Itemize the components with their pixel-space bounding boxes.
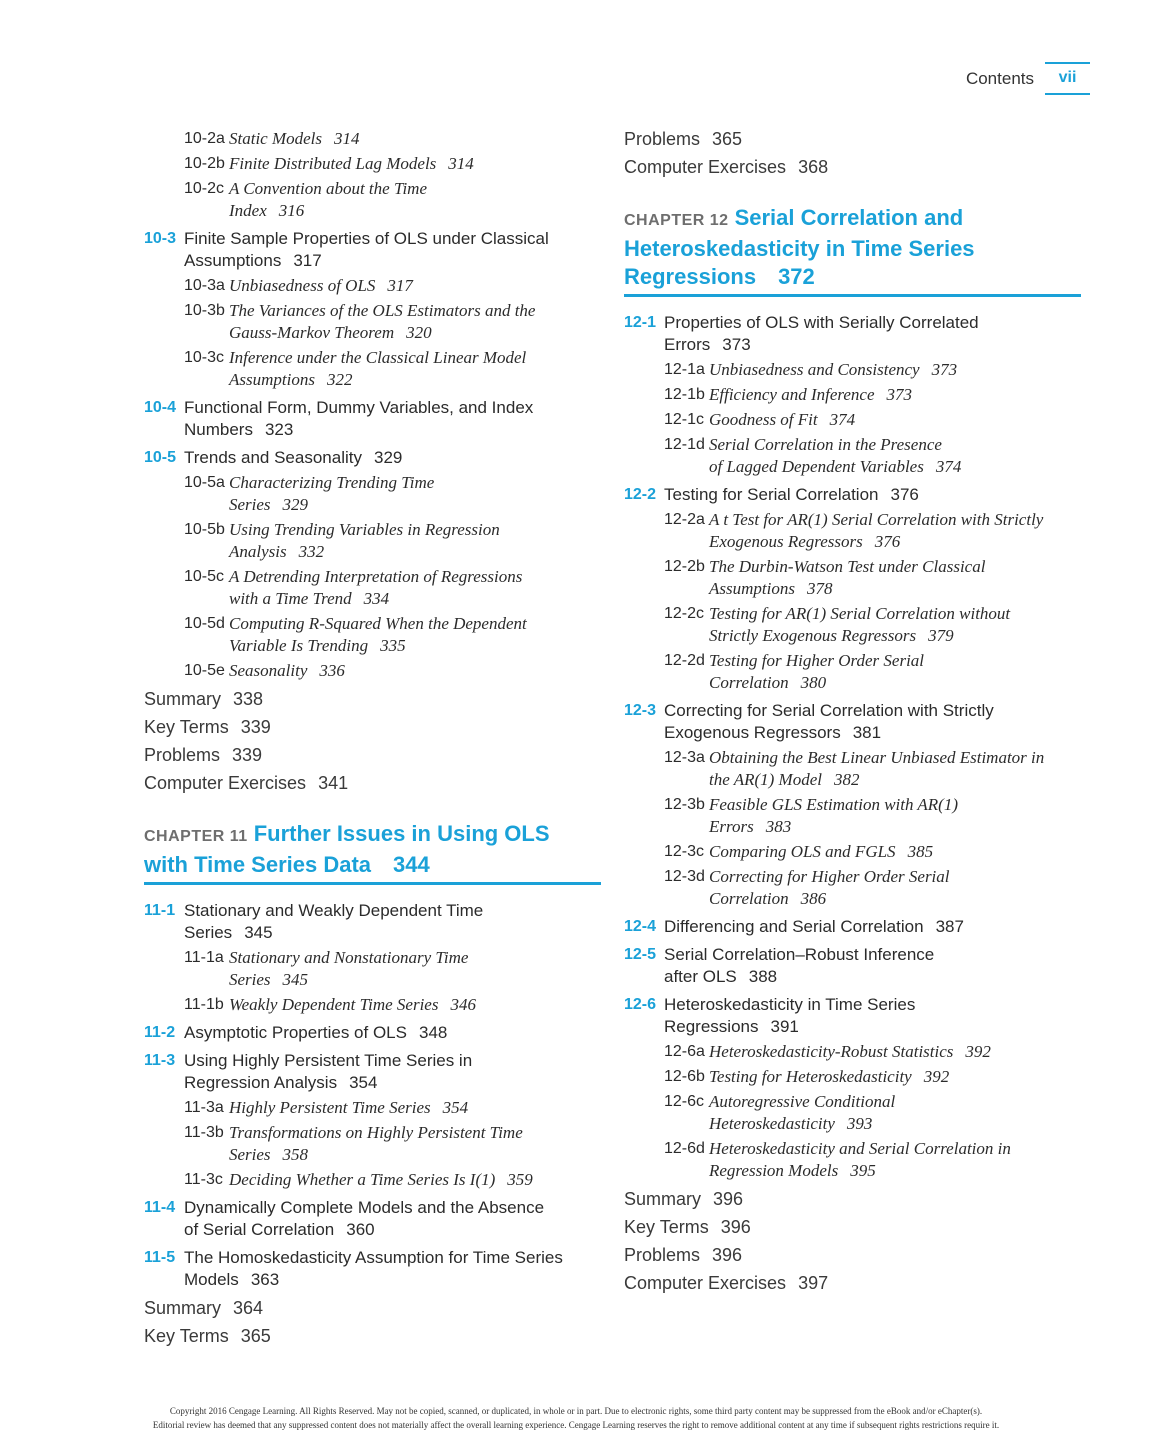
toc-section-12-2[interactable]: 12-2 Testing for Serial Correlation 376: [624, 485, 919, 504]
toc-subsection-12-3b[interactable]: 12-3b Feasible GLS Estimation with AR(1) Errors 383: [664, 795, 959, 836]
toc-problems-ch11[interactable]: Problems 365: [624, 129, 743, 149]
toc-section-10-3[interactable]: 10-3 Finite Sample Properties of OLS under Classical Assumptions 317: [144, 229, 549, 270]
chapter-12-heading[interactable]: CHAPTER 12 Serial Correlation and Heteroskedasticity in Time Series Regressions 372: [624, 205, 975, 289]
toc-subsection-10-5b[interactable]: 10-5b Using Trending Variables in Regression Analysis 332: [184, 520, 500, 561]
toc-subsection-10-5d[interactable]: 10-5d Computing R-Squared When the Dependent Variable Is Trending 335: [184, 614, 527, 655]
toc-problems[interactable]: Problems 339: [144, 745, 263, 765]
toc-problems-ch12[interactable]: Problems 396: [624, 1245, 743, 1265]
toc-subsection-11-1b[interactable]: 11-1b Weakly Dependent Time Series 346: [184, 995, 476, 1014]
toc-computer-exercises-ch12[interactable]: Computer Exercises 397: [624, 1273, 829, 1293]
toc-subsection-12-1d[interactable]: 12-1d Serial Correlation in the Presence of Lagged Dependent Variables 374: [664, 435, 962, 476]
toc-subsection-12-6b[interactable]: 12-6b Testing for Heteroskedasticity 392: [664, 1067, 950, 1086]
toc-subsection-10-2a[interactable]: 10-2a Static Models 314: [184, 129, 360, 148]
toc-computer-exercises[interactable]: Computer Exercises 341: [144, 773, 349, 793]
toc-section-12-6[interactable]: 12-6 Heteroskedasticity in Time Series Regressions 391: [624, 995, 916, 1036]
toc-key-terms-ch12[interactable]: Key Terms 396: [624, 1217, 751, 1237]
page-number: vii: [1058, 69, 1077, 86]
toc-subsection-10-5a[interactable]: 10-5a Characterizing Trending Time Series 329: [184, 473, 435, 514]
toc-section-11-5[interactable]: 11-5 The Homoskedasticity Assumption for Time Series Models 363: [144, 1248, 563, 1289]
toc-key-terms[interactable]: Key Terms 339: [144, 717, 271, 737]
toc-section-12-4[interactable]: 12-4 Differencing and Serial Correlation 387: [624, 917, 964, 936]
chapter-12-rule: [624, 294, 1081, 297]
toc-subsection-12-2d[interactable]: 12-2d Testing for Higher Order Serial Correlation 380: [664, 651, 925, 692]
toc-subsection-12-3d[interactable]: 12-3d Correcting for Higher Order Serial Correlation 386: [664, 867, 950, 908]
toc-subsection-12-1b[interactable]: 12-1b Efficiency and Inference 373: [664, 385, 913, 404]
toc-subsection-10-2b[interactable]: 10-2b Finite Distributed Lag Models 314: [184, 154, 474, 173]
toc-subsection-12-2b[interactable]: 12-2b The Durbin-Watson Test under Classical Assumptions 378: [664, 557, 986, 598]
toc-section-12-5[interactable]: 12-5 Serial Correlation–Robust Inference after OLS 388: [624, 945, 935, 986]
toc-subsection-12-6c[interactable]: 12-6c Autoregressive Conditional Heteroskedasticity 393: [664, 1092, 896, 1133]
toc-subsection-10-3c[interactable]: 10-3c Inference under the Classical Linear Model Assumptions 322: [184, 348, 527, 389]
toc-subsection-10-3b[interactable]: 10-3b The Variances of the OLS Estimators and the Gauss-Markov Theorem 320: [184, 301, 536, 342]
running-head-label: Contents: [965, 69, 1034, 88]
toc-subsection-12-1a[interactable]: 12-1a Unbiasedness and Consistency 373: [664, 360, 958, 379]
toc-summary-ch12[interactable]: Summary 396: [624, 1189, 744, 1209]
toc-summary[interactable]: Summary 338: [144, 689, 264, 709]
header-rule-top: [1045, 62, 1090, 64]
toc-subsection-12-1c[interactable]: 12-1c Goodness of Fit 374: [664, 410, 856, 429]
toc-section-11-3[interactable]: 11-3 Using Highly Persistent Time Series in Regression Analysis 354: [144, 1051, 473, 1092]
toc-subsection-11-3c[interactable]: 11-3c Deciding Whether a Time Series Is I(1) 359: [184, 1170, 533, 1189]
toc-subsection-12-3a[interactable]: 12-3a Obtaining the Best Linear Unbiased Estimator in the AR(1) Model 382: [664, 748, 1045, 789]
toc-subsection-10-3a[interactable]: 10-3a Unbiasedness of OLS 317: [184, 276, 413, 295]
toc-section-12-3[interactable]: 12-3 Correcting for Serial Correlation with Strictly Exogenous Regressors 381: [624, 701, 994, 742]
toc-subsection-12-6a[interactable]: 12-6a Heteroskedasticity-Robust Statistics 392: [664, 1042, 991, 1061]
toc-subsection-10-2c[interactable]: 10-2c A Convention about the Time Index 316: [184, 179, 428, 220]
toc-subsection-12-2a[interactable]: 12-2a A t Test for AR(1) Serial Correlation with Strictly Exogenous Regressors 376: [664, 510, 1044, 551]
copyright-footer: [0, 1404, 1152, 1432]
toc-subsection-12-2c[interactable]: 12-2c Testing for AR(1) Serial Correlation without Strictly Exogenous Regressors 379: [664, 604, 1011, 645]
toc-computer-exercises-ch11[interactable]: Computer Exercises 368: [624, 157, 829, 177]
toc-subsection-12-3c[interactable]: 12-3c Comparing OLS and FGLS 385: [664, 842, 934, 861]
header-rule-bottom: [1045, 93, 1090, 95]
footer-line-2: Editorial review has deemed that any suppressed content does not materially affect the overall learning experience. Cengage Learning reserves the right to remove additional content at any time if subsequent rights restrictions require it.: [152, 1420, 1000, 1430]
chapter-11-rule: [144, 882, 601, 885]
toc-section-12-1[interactable]: 12-1 Properties of OLS with Serially Correlated Errors 373: [624, 313, 979, 354]
footer-line-1: Copyright 2016 Cengage Learning. All Rights Reserved. May not be copied, scanned, or duplicated, in whole or in part. Due to electronic rights, some third party content may be suppressed from the eBook and/or eChapter(s).: [169, 1406, 983, 1416]
toc-section-11-2[interactable]: 11-2 Asymptotic Properties of OLS 348: [144, 1023, 448, 1042]
toc-subsection-11-1a[interactable]: 11-1a Stationary and Nonstationary Time Series 345: [184, 948, 469, 989]
toc-subsection-10-5e[interactable]: 10-5e Seasonality 336: [184, 661, 345, 680]
toc-subsection-11-3a[interactable]: 11-3a Highly Persistent Time Series 354: [184, 1098, 469, 1117]
toc-summary-ch11[interactable]: Summary 364: [144, 1298, 264, 1318]
toc-section-10-5[interactable]: 10-5 Trends and Seasonality 329: [144, 448, 403, 467]
toc-subsection-12-6d[interactable]: 12-6d Heteroskedasticity and Serial Correlation in Regression Models 395: [664, 1139, 1011, 1180]
toc-section-11-1[interactable]: 11-1 Stationary and Weakly Dependent Time Series 345: [144, 901, 484, 942]
toc-section-11-4[interactable]: 11-4 Dynamically Complete Models and the Absence of Serial Correlation 360: [144, 1198, 545, 1239]
chapter-11-heading[interactable]: CHAPTER 11 Further Issues in Using OLS with Time Series Data 344: [144, 821, 550, 877]
toc-key-terms-ch11[interactable]: Key Terms 365: [144, 1326, 271, 1346]
toc-subsection-11-3b[interactable]: 11-3b Transformations on Highly Persistent Time Series 358: [184, 1123, 523, 1164]
toc-subsection-10-5c[interactable]: 10-5c A Detrending Interpretation of Regressions with a Time Trend 334: [184, 567, 523, 608]
toc-section-10-4[interactable]: 10-4 Functional Form, Dummy Variables, and Index Numbers 323: [144, 398, 534, 439]
